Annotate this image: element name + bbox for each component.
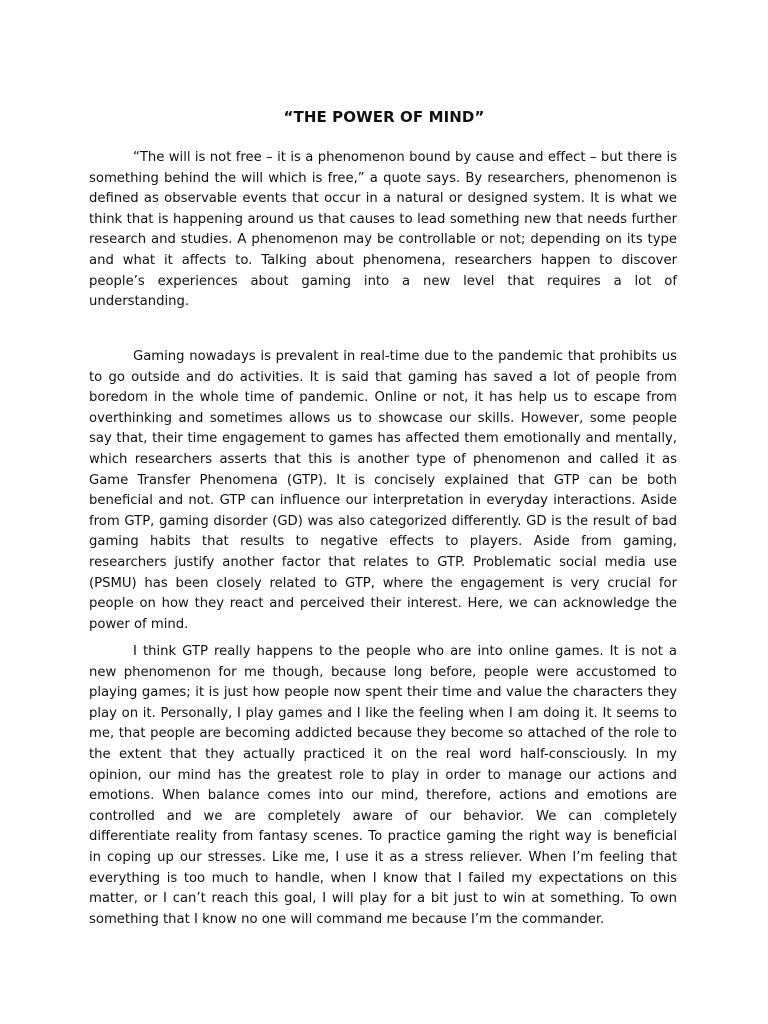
paragraph-intro: “The will is not free – it is a phenomenon bound by cause and effect – but there is something behind the will which is free,” a quote says. By researchers, phenomenon is defined as observable events that occur in a natural or designed system. It is what we think that is happening around us that causes to lead something new that needs further research and studies. A phenomenon may be controllable or not; depending on its type and what it affects to. Talking about phenomena, researchers happen to discover people’s experiences about gaming into a new level that requires a lot of understanding.: [89, 150, 677, 310]
document-title: “THE POWER OF MIND”: [283, 108, 485, 126]
paragraph-gaming-pandemic: Gaming nowadays is prevalent in real-time due to the pandemic that prohibits us to go outside and do activities. It is said that gaming has saved a lot of people from boredom in the whole time of pandemic. Online or not, it has help us to escape from overthinking and sometimes allows us to showcase our skills. However, some people say that, their time engagement to games has affected them emotionally and mentally, which researchers asserts that this is another type of phenomenon and called it as Game Transfer Phenomena (GTP). It is concisely explained that GTP can be both beneficial and not. GTP can influence our interpretation in everyday interactions. Aside from GTP, gaming disorder (GD) was also categorized differently. GD is the result of bad gaming habits that results to negative effects to players. Aside from gaming, researchers justify another factor that relates to GTP. Problematic social media use (PSMU) has been closely related to GTP, where the engagement is very crucial for people on how they react and perceived their interest. Here, we can acknowledge the power of mind.: [89, 349, 677, 632]
paragraph-opinion: I think GTP really happens to the people who are into online games. It is not a new phenomenon for me though, because long before, people were accustomed to playing games; it is just how people now spent their time and value the characters they play on it. Personally, I play games and I like the feeling when I am doing it. It seems to me, that people are becoming addicted because they become so attached of the role to the extent that they actually practiced it on the real word half-consciously. In my opinion, our mind has the greatest role to play in order to manage our actions and emotions. When balance comes into our mind, therefore, actions and emotions are controlled and we are completely aware of our behavior. We can completely differentiate reality from fantasy scenes. To practice gaming the right way is beneficial in coping up our stresses. Like me, I use it as a stress reliever. When I’m feeling that everything is too much to handle, when I know that I failed my expectations on this matter, or I can’t reach this goal, I will play for a bit just to win at something. To own something that I know no one will command me because I’m the commander.: [89, 644, 677, 927]
